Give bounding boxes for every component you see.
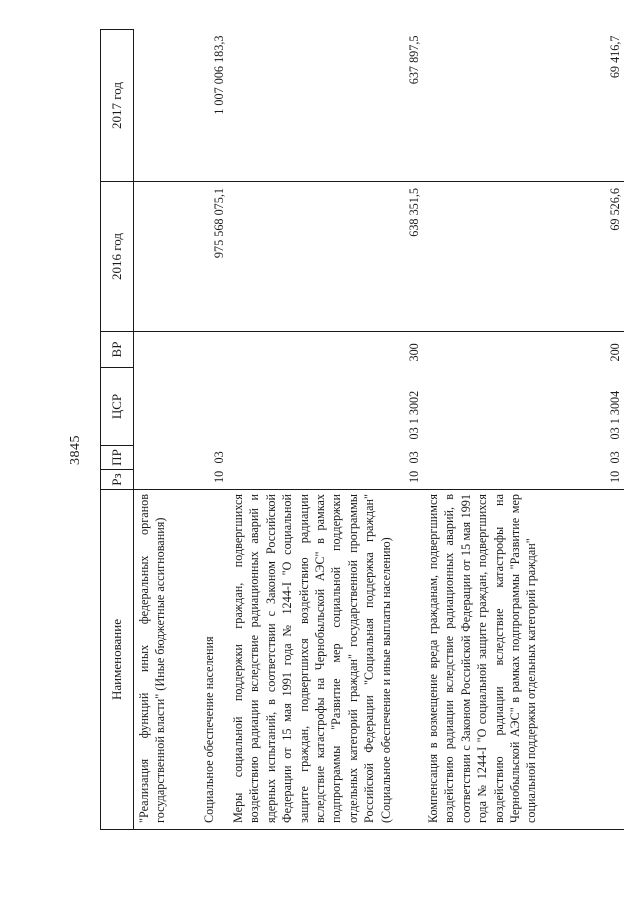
- page-number: 3845: [68, 435, 83, 465]
- row-rz: 10: [406, 470, 421, 483]
- row-vr: 300: [406, 343, 421, 362]
- row-name: "Реализация функций иных федеральных органов государственной власти" (Иные бюджетные ассигнования): [134, 490, 200, 830]
- row-csr: [199, 368, 228, 446]
- row-vr: 200: [607, 343, 622, 362]
- header-2017: 2017 год: [101, 30, 134, 182]
- row-2017: 637 897,5: [228, 30, 423, 182]
- row-vr: [199, 332, 228, 368]
- row-name: Компенсация в возмещение вреда гражданам, подвергшимся воздействию радиации вследствие радиационных аварий, в соответствии с Законом Российской Федерации от 15 мая 1991 года № 1244-I "О социальной защите граждан, подвергшихся воздействию радиации вследствие катастрофы на Чернобыльской АЭС" в рамках подпрограммы "Развитие мер социальной поддержки отдельных категорий граждан": [423, 490, 624, 830]
- row-2017: [134, 30, 200, 182]
- row-rz: 10: [607, 470, 622, 483]
- table-row: [423, 30, 624, 830]
- row-2017: 69 416,7: [423, 30, 624, 182]
- header-name: Наименование: [101, 490, 134, 830]
- header-pr: ПР: [101, 446, 134, 470]
- row-2017: 1 007 006 183,3: [199, 30, 228, 182]
- header-vr: ВР: [101, 332, 134, 368]
- row-vr: [134, 332, 200, 368]
- row-2016: [134, 182, 200, 332]
- table-row: [228, 30, 423, 830]
- budget-table: [100, 29, 624, 830]
- row-name: Социальное обеспечение населения: [199, 490, 228, 830]
- rotated-page: [60, 20, 622, 840]
- header-row: [101, 30, 134, 830]
- header-rz: Рз: [101, 470, 134, 490]
- row-csr: [134, 368, 200, 446]
- row-2016: 975 568 075,1: [199, 182, 228, 332]
- row-csr: 03 1 3004: [607, 390, 622, 440]
- row-rz: 10: [211, 470, 226, 483]
- row-2016: 638 351,5: [228, 182, 423, 332]
- row-csr: 03 1 3002: [406, 390, 421, 440]
- row-pr: [134, 446, 200, 470]
- row-pr: 03: [211, 451, 226, 464]
- table-row: [134, 30, 200, 830]
- row-name: Меры социальной поддержки граждан, подвергшихся воздействию радиации вследствие радиационных аварий и ядерных испытаний, в соответствии с Законом Российской Федерации от 15 мая 1991 года № 1244-I "О социальной защите граждан, подвергшихся воздействию радиации вследствие катастрофы на Чернобыльской АЭС" в рамках подпрограммы "Развитие мер социальной поддержки отдельных категорий граждан" государственной программы Российской Федерации "Социальная поддержка граждан" (Социальное обеспечение и иные выплаты населению): [228, 490, 423, 830]
- header-2016: 2016 год: [101, 182, 134, 332]
- header-csr: ЦСР: [101, 368, 134, 446]
- row-pr: 03: [607, 451, 622, 464]
- row-pr: 03: [406, 451, 421, 464]
- row-rz: [134, 470, 200, 490]
- table-row: [199, 30, 228, 830]
- row-2016: 69 526,6: [423, 182, 624, 332]
